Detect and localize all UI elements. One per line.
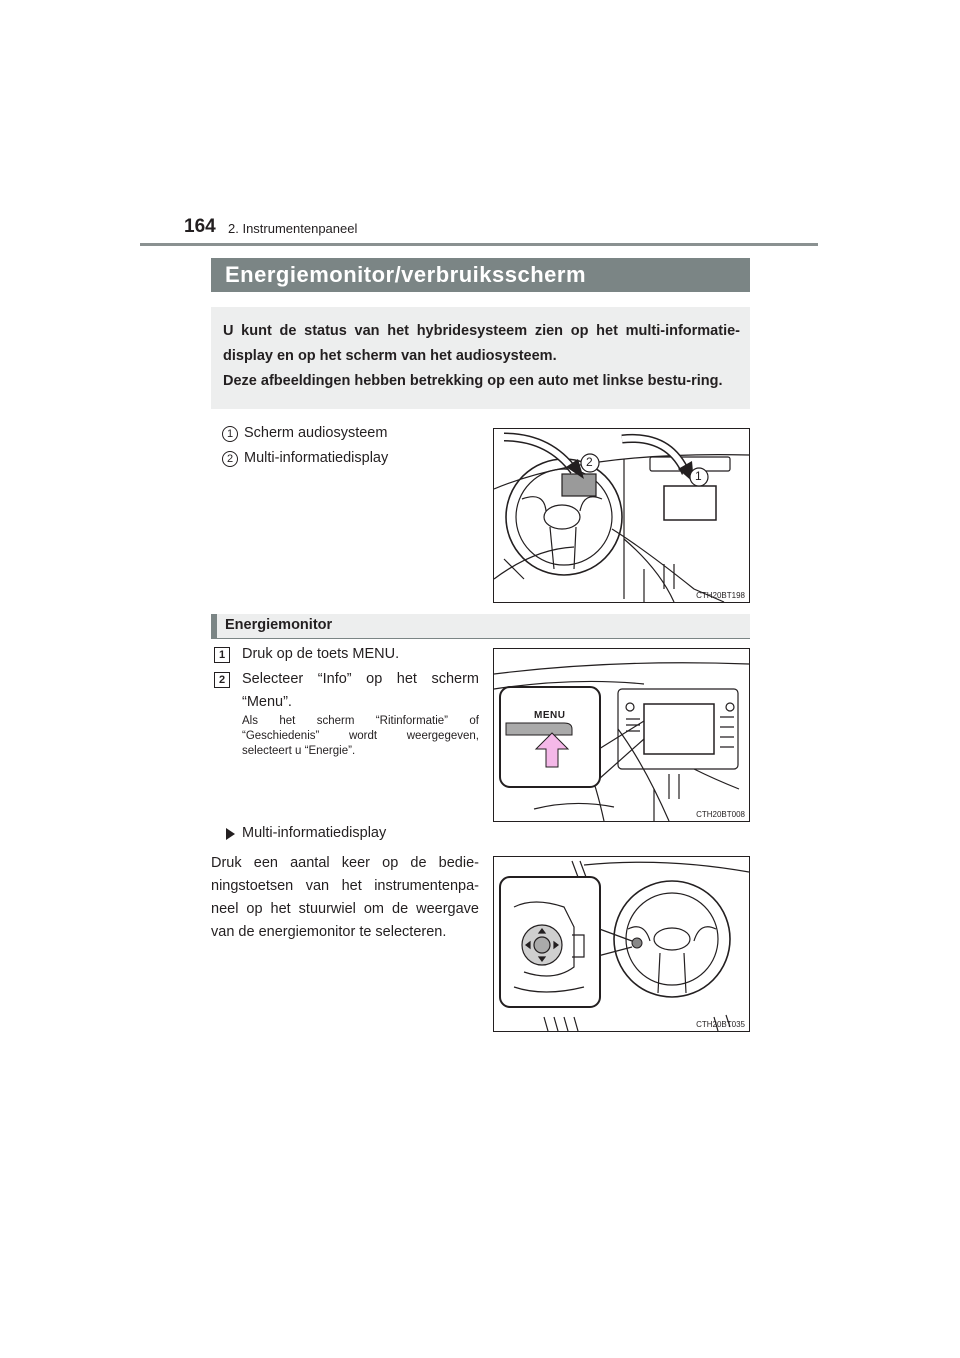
figure1-callout-1: 1 — [695, 469, 702, 483]
section-title-bar — [211, 258, 750, 292]
subsection-bar — [211, 614, 750, 638]
intro-paragraph-1: U kunt de status van het hybridesysteem zien op het multi-informatie-display en op het scherm van het audiosysteem. — [223, 323, 740, 364]
figure2-code: CTH20BT008 — [696, 810, 745, 819]
legend-number-1: 1 — [222, 426, 238, 442]
subsection-title: Energiemonitor — [225, 617, 333, 633]
menu-button-label: MENU — [534, 710, 566, 721]
figure1-callout-2: 2 — [586, 455, 593, 469]
legend-number-2: 2 — [222, 451, 238, 467]
step-number-1: 1 — [214, 647, 230, 663]
figure-dashboard-overview — [493, 428, 750, 603]
instruction-paragraph: Druk een aantal keer op de bedie-ningstoetsen van het instrumentenpa-neel op het stuurwiel om de weergave van de energiemonitor te selecteren. — [211, 855, 479, 940]
intro-paragraph-2: Deze afbeeldingen hebben betrekking op een auto met linkse bestu-ring. — [223, 373, 723, 389]
bullet-heading: Multi-informatiedisplay — [242, 825, 387, 841]
page-number: 164 — [184, 216, 216, 237]
menu-button-illustration — [494, 649, 749, 821]
chapter-title: 2. Instrumentenpaneel — [228, 221, 358, 236]
step-number-2: 2 — [214, 672, 230, 688]
figure3-code: CTH20BT035 — [696, 1020, 745, 1029]
legend-label-2: Multi-informatiedisplay — [244, 450, 389, 466]
subsection-marker — [211, 614, 217, 638]
legend-label-1: Scherm audiosysteem — [244, 425, 388, 441]
steering-wheel-illustration — [494, 857, 749, 1031]
step-note: Als het scherm “Ritinformatie” of “Geschiedenis” wordt weergegeven, selecteert u “Energie”. — [242, 715, 479, 757]
step-text-1: Druk op de toets MENU. — [242, 646, 400, 662]
header-rule — [140, 243, 818, 246]
figure-steering-controls — [493, 856, 750, 1032]
step-text-2: Selecteer “Info” op het scherm “Menu”. — [242, 671, 479, 710]
subsection-rule — [211, 638, 750, 639]
figure-menu-button — [493, 648, 750, 822]
dashboard-illustration — [494, 429, 749, 602]
bullet-triangle-icon — [226, 828, 235, 840]
section-title: Energiemonitor/verbruiksscherm — [225, 262, 587, 287]
intro-box — [211, 307, 750, 409]
figure1-code: CTH20BT198 — [696, 591, 745, 600]
